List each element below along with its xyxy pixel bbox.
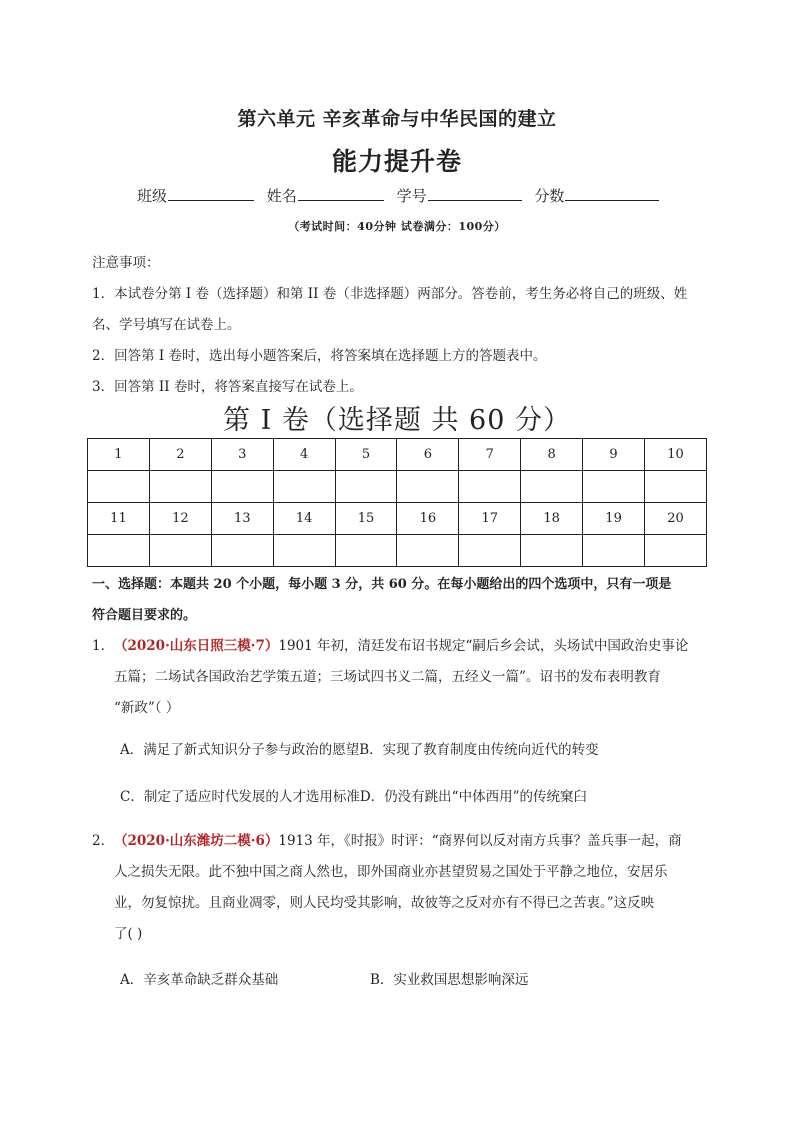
answer-number-row	[88, 503, 707, 535]
answer-number-cell: 3	[211, 439, 273, 471]
question-text: 业，勿复惊扰。且商业凋零，则人民均受其影响，故彼等之反对亦有不得已之苦衷。”这反映	[114, 895, 655, 911]
answer-blank-cell[interactable]	[273, 471, 335, 503]
answer-blank-cell[interactable]	[459, 471, 521, 503]
answer-number-cell: 10	[645, 439, 707, 471]
exam-meta: （考试时间：40分钟 试卷满分：100分）	[288, 220, 506, 233]
answer-number-cell: 8	[521, 439, 583, 471]
answer-blank-cell[interactable]	[397, 471, 459, 503]
answer-number-row	[88, 439, 707, 471]
class-field	[137, 185, 254, 206]
question-2-options-ab	[120, 968, 710, 988]
answer-blank-cell[interactable]	[521, 471, 583, 503]
option-b[interactable]: B．实现了教育制度由传统向近代的转变	[359, 742, 599, 758]
option-b[interactable]: B．实业救国思想影响深远	[370, 972, 529, 988]
score-label: 分数	[534, 187, 565, 205]
answer-blank-cell[interactable]	[645, 471, 707, 503]
answer-blank-cell[interactable]	[149, 535, 211, 567]
notes-item: 3．回答第 II 卷时，将答案直接写在试卷上。	[92, 379, 363, 395]
answer-blank-cell[interactable]	[335, 471, 397, 503]
answer-number-cell: 7	[459, 439, 521, 471]
class-blank[interactable]	[168, 186, 254, 201]
answer-number-cell: 14	[273, 503, 335, 535]
answer-number-cell: 5	[335, 439, 397, 471]
answer-blank-row	[88, 535, 707, 567]
answer-blank-cell[interactable]	[88, 535, 150, 567]
question-1	[92, 631, 704, 724]
question-number: 2．	[92, 833, 115, 849]
question-text: “新政”（ ）	[114, 700, 180, 716]
answer-blank-cell[interactable]	[583, 535, 645, 567]
paper-title: 能力提升卷	[331, 147, 462, 176]
answer-blank-cell[interactable]	[459, 535, 521, 567]
option-c[interactable]: C．制定了适应时代发展的人才选用标准	[120, 789, 360, 805]
question-1-options-cd	[120, 785, 710, 805]
notes-item: 2．回答第 I 卷时，选出每小题答案后，将答案填在选择题上方的答题表中。	[92, 348, 547, 364]
answer-blank-cell[interactable]	[521, 535, 583, 567]
notes-item: 名、学号填写在试卷上。	[92, 317, 241, 333]
answer-number-cell: 2	[149, 439, 211, 471]
answer-blank-cell[interactable]	[211, 535, 273, 567]
answer-number-cell: 12	[149, 503, 211, 535]
question-text: 五篇；二场试各国政治艺学策五道；三场试四书义二篇，五经义一篇”。诏书的发布表明教育	[114, 669, 661, 685]
answer-number-cell: 17	[459, 503, 521, 535]
notes-item: 1．本试卷分第 I 卷（选择题）和第 II 卷（非选择题）两部分。答卷前，考生务必将自己的班级、姓	[92, 286, 688, 302]
student-id-label: 学号	[396, 187, 427, 205]
name-field	[267, 185, 384, 206]
notes-section	[92, 248, 704, 403]
question-source: （2020·山东日照三模·7）	[114, 638, 279, 654]
answer-number-cell: 16	[397, 503, 459, 535]
answer-blank-cell[interactable]	[645, 535, 707, 567]
answer-number-cell: 4	[273, 439, 335, 471]
answer-number-cell: 18	[521, 503, 583, 535]
class-label: 班级	[137, 187, 168, 205]
answer-number-cell: 15	[335, 503, 397, 535]
answer-number-cell: 6	[397, 439, 459, 471]
question-1-options-ab	[120, 738, 710, 758]
student-info-row	[137, 185, 677, 206]
section-instructions	[92, 569, 704, 631]
answer-blank-cell[interactable]	[397, 535, 459, 567]
unit-title: 第六单元 辛亥革命与中华民国的建立	[237, 108, 557, 130]
answer-number-cell: 13	[211, 503, 273, 535]
answer-blank-cell[interactable]	[273, 535, 335, 567]
notes-heading: 注意事项：	[92, 255, 160, 271]
question-text: 了( )	[114, 926, 143, 942]
answer-number-cell: 19	[583, 503, 645, 535]
name-label: 姓名	[266, 187, 297, 205]
score-blank[interactable]	[565, 186, 659, 201]
question-text: 1901 年初，清廷发布诏书规定“嗣后乡会试，头场试中国政治史事论	[278, 638, 689, 654]
answer-blank-cell[interactable]	[149, 471, 211, 503]
answer-blank-cell[interactable]	[335, 535, 397, 567]
option-a[interactable]: A．满足了新式知识分子参与政治的愿望	[120, 742, 360, 758]
question-source: （2020·山东潍坊二模·6）	[114, 833, 279, 849]
instructions-line: 一、选择题：本题共 20 个小题，每小题 3 分，共 60 分。在每小题给出的四个选项中，只有一项是	[92, 577, 672, 592]
answer-number-cell: 20	[645, 503, 707, 535]
answer-number-cell: 9	[583, 439, 645, 471]
question-text: 1913 年，《时报》时评：“商界何以反对南方兵事？盖兵事一起，商	[278, 833, 682, 849]
option-d[interactable]: D．仍没有跳出“中体西用”的传统窠臼	[359, 789, 587, 805]
question-number: 1．	[92, 638, 115, 654]
student-id-blank[interactable]	[428, 186, 522, 201]
question-text: 人之损失无限。此不独中国之商人然也，即外国商业亦甚望贸易之国处于平静之地位，安居乐	[114, 864, 668, 880]
answer-blank-cell[interactable]	[211, 471, 273, 503]
answer-blank-row	[88, 471, 707, 503]
instructions-line: 符合题目要求的。	[92, 608, 197, 623]
answer-table	[87, 438, 707, 567]
answer-blank-cell[interactable]	[88, 471, 150, 503]
answer-number-cell: 1	[88, 439, 150, 471]
score-field	[534, 185, 659, 206]
student-id-field	[397, 185, 522, 206]
question-2	[92, 826, 704, 950]
answer-blank-cell[interactable]	[583, 471, 645, 503]
section-one-title: 第 I 卷（选择题 共 60 分）	[223, 405, 571, 436]
answer-number-cell: 11	[88, 503, 150, 535]
option-a[interactable]: A．辛亥革命缺乏群众基础	[120, 972, 279, 988]
name-blank[interactable]	[298, 186, 384, 201]
